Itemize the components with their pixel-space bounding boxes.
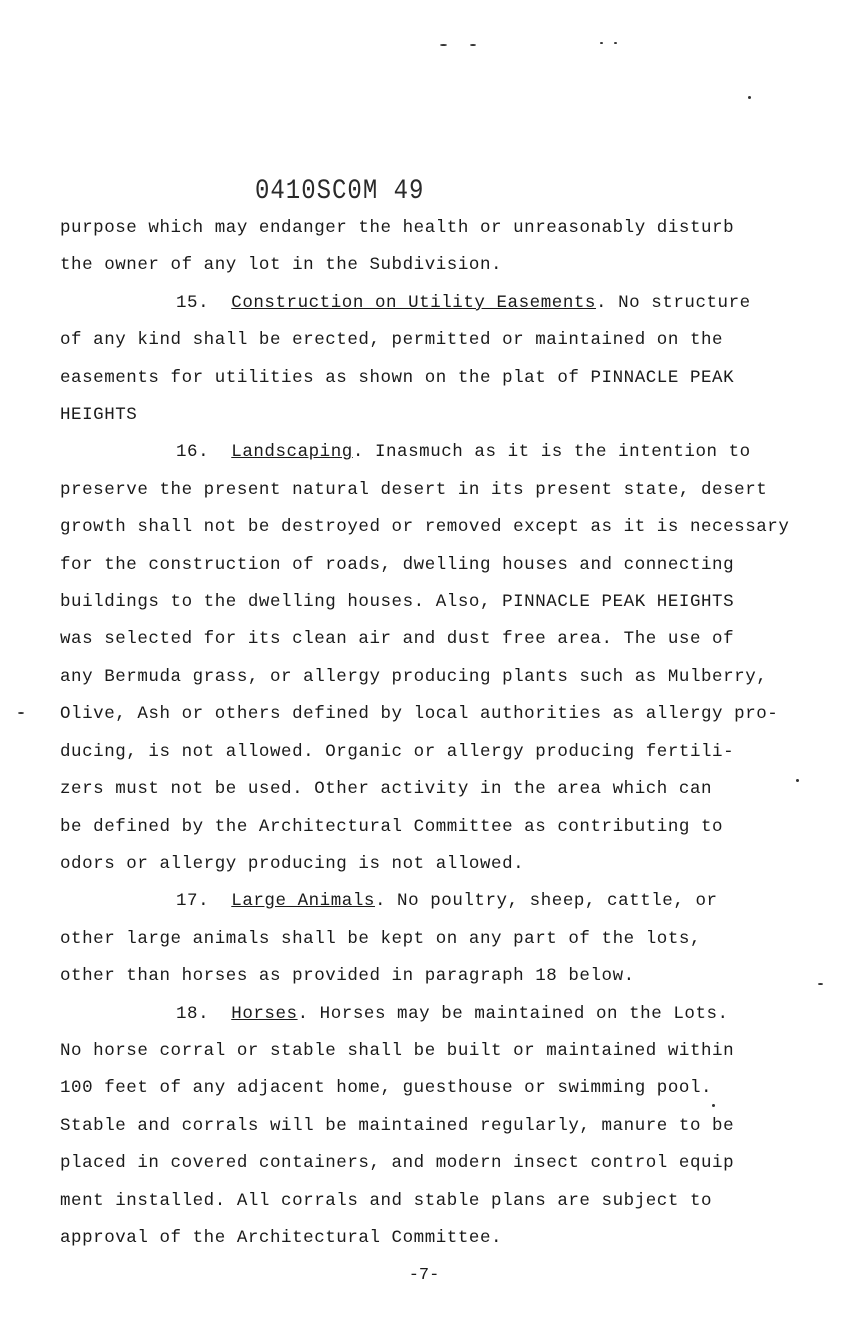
text-line: . Inasmuch as it is the intention to xyxy=(352,442,751,463)
text-line: purpose which may endanger the health or unreasonably disturb xyxy=(60,218,735,238)
scan-speck xyxy=(748,96,751,99)
text-line: Stable and corrals will be maintained regularly, manure to be xyxy=(60,1115,735,1136)
paragraph-16 xyxy=(60,434,820,883)
text-line: of any kind shall be erected, permitted or maintained on the xyxy=(60,330,724,351)
text-line: for the construction of roads, dwelling houses and connecting xyxy=(60,554,735,575)
paragraph-first-line xyxy=(60,285,820,322)
scan-speck xyxy=(440,44,447,46)
paragraph-number: 16. xyxy=(176,442,210,463)
text-line: was selected for its clean air and dust free area. The use of xyxy=(60,629,735,650)
paragraph-number: 15. xyxy=(176,292,210,313)
text-line: 100 feet of any adjacent home, guesthouse or swimming pool. xyxy=(60,1078,713,1099)
text-line: HEIGHTS xyxy=(60,405,138,426)
paragraph-first-line xyxy=(60,883,820,920)
text-line: ment installed. All corrals and stable plans are subject to xyxy=(60,1190,713,1211)
scan-speck xyxy=(600,42,603,44)
text-line: . Horses may be maintained on the Lots. xyxy=(297,1003,729,1024)
scan-speck xyxy=(470,44,476,46)
paragraph-heading: Construction on Utility Easements xyxy=(231,292,596,313)
text-line: other than horses as provided in paragraph 18 below. xyxy=(60,966,635,987)
text-line: easements for utilities as shown on the plat of PINNACLE PEAK xyxy=(60,367,735,388)
text-line: growth shall not be destroyed or removed except as it is necessary xyxy=(60,517,790,538)
text-line: the owner of any lot in the Subdivision. xyxy=(60,255,503,276)
text-line: placed in covered containers, and modern insect control equip xyxy=(60,1153,735,1174)
paragraph-18 xyxy=(60,996,820,1258)
paragraph-first-line xyxy=(60,434,820,471)
paragraph-number: 17. xyxy=(176,891,210,912)
text-line: any Bermuda grass, or allergy producing plants such as Mulberry, xyxy=(60,666,768,687)
paragraph-17 xyxy=(60,883,820,995)
text-line: other large animals shall be kept on any part of the lots, xyxy=(60,928,701,949)
text-line: . No poultry, sheep, cattle, or xyxy=(374,891,718,912)
scan-speck xyxy=(18,712,24,714)
page-number: -7- xyxy=(408,1266,440,1285)
text-line: approval of the Architectural Committee. xyxy=(60,1227,503,1248)
paragraph-heading: Large Animals xyxy=(231,891,375,912)
text-line: . No structure xyxy=(595,292,751,313)
paragraph-15 xyxy=(60,285,820,435)
text-line: Olive, Ash or others defined by local authorities as allergy pro- xyxy=(60,704,779,725)
text-line: zers must not be used. Other activity in the area which can xyxy=(60,779,713,800)
text-line: odors or allergy producing is not allowed. xyxy=(60,853,525,874)
paragraph-heading: Horses xyxy=(231,1003,298,1024)
document-stamp: 0410SC0M 49 xyxy=(255,175,425,208)
document-body xyxy=(60,210,820,1257)
paragraph-number: 18. xyxy=(176,1003,210,1024)
text-line: No horse corral or stable shall be built or maintained within xyxy=(60,1040,735,1061)
text-line: preserve the present natural desert in its present state, desert xyxy=(60,479,768,500)
paragraph-14-continued xyxy=(60,210,820,285)
text-line: ducing, is not allowed. Organic or allergy producing fertili- xyxy=(60,741,735,762)
text-line: be defined by the Architectural Committee as contributing to xyxy=(60,816,724,837)
text-line: buildings to the dwelling houses. Also, PINNACLE PEAK HEIGHTS xyxy=(60,592,735,613)
paragraph-first-line xyxy=(60,996,820,1033)
paragraph-heading: Landscaping xyxy=(231,442,353,463)
scan-speck xyxy=(614,42,617,44)
